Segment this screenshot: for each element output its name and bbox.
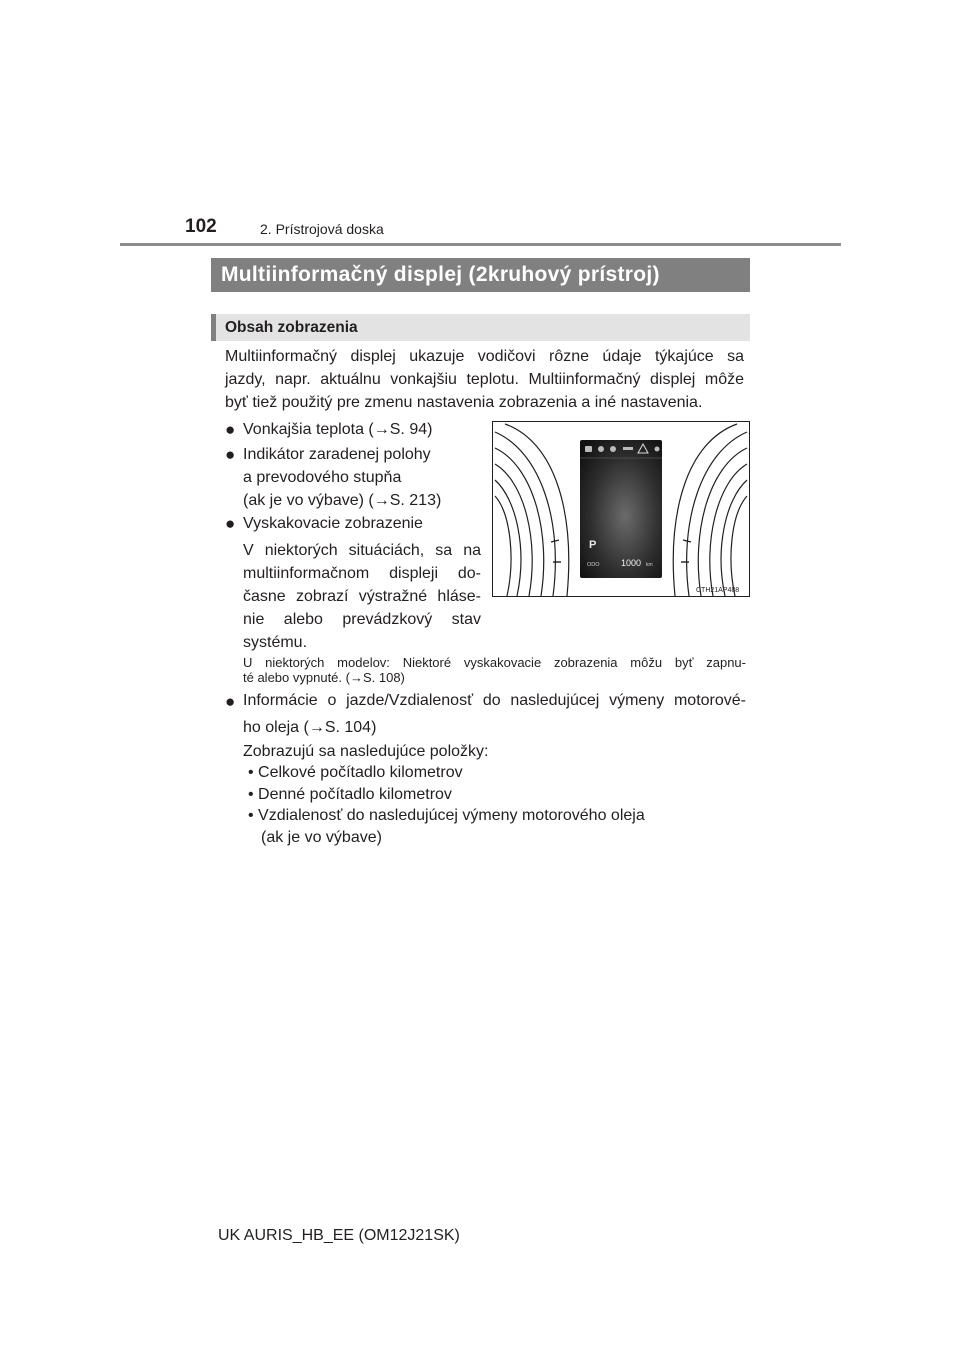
cluster-illustration <box>492 421 750 597</box>
bullet-text: Informácie o jazde/Vzdialenosť do nasledujúcej výmeny motorové- <box>243 692 746 709</box>
intro-paragraph <box>225 345 744 414</box>
footer-model: UK AURIS_HB_EE (OM12J21SK) <box>218 1227 460 1244</box>
banner-title: Multiinformačný displej (2kruhový prístroj) <box>211 258 750 292</box>
desc-line: multiinformačnom displeji do- <box>243 565 481 582</box>
bullet-text: (ak je vo výbave) (→S. 213) <box>243 492 442 509</box>
list-item: • Denné počítadlo kilometrov <box>248 786 452 803</box>
intro-line: byť tiež použitý pre zmenu nastavenia zobrazenia a iné nastavenia. <box>225 394 703 411</box>
note-line: té alebo vypnuté. (→S. 108) <box>243 670 405 685</box>
desc-line: systému. <box>243 634 308 651</box>
popup-description <box>243 539 481 654</box>
odo-label: ODO <box>587 562 600 568</box>
bullet-dot-icon: ● <box>225 514 236 533</box>
left-gauge-arcs <box>495 424 569 596</box>
bullet-text: Indikátor zaradenej polohy <box>243 446 431 463</box>
desc-line: nie alebo prevádzkový stav <box>243 611 481 628</box>
intro-line: jazdy, napr. aktuálnu vonkajšiu teplotu. Multiinformačný displej môže <box>225 371 744 388</box>
bullet-popup <box>225 512 423 535</box>
desc-line: V niektorých situáciách, sa na <box>243 542 481 559</box>
bullet-text: Vyskakovacie zobrazenie <box>243 515 423 532</box>
drive-info-intro: Zobrazujú sa nasledujúce položky: <box>243 743 489 760</box>
header-rule <box>120 243 841 246</box>
note-line: U niektorých modelov: Niektoré vyskakovacie zobrazenia môžu byť zapnu- <box>243 655 746 670</box>
bullet-text: Vonkajšia teplota (→S. 94) <box>243 421 433 438</box>
bullet-text: a prevodového stupňa <box>243 469 402 486</box>
bullet-dot-icon: ● <box>225 692 236 711</box>
bullet-drive-info <box>225 690 746 739</box>
list-item: • Vzdialenosť do nasledujúcej výmeny motorového oleja <box>248 807 645 824</box>
figure-code: CTH21AP488 <box>696 587 740 594</box>
odo-value: 1000 <box>621 558 642 568</box>
bullet-outside-temp <box>225 418 433 441</box>
section-title: 2. Prístrojová doska <box>260 221 384 237</box>
gear-position-label: P <box>589 539 597 551</box>
bullet-dot-icon: ● <box>225 445 236 464</box>
desc-line: časne zobrazí výstražné hláse- <box>243 588 481 605</box>
intro-line: Multiinformačný displej ukazuje vodičovi rôzne údaje týkajúce sa <box>225 348 744 365</box>
list-item: • Celkové počítadlo kilometrov <box>248 764 463 781</box>
right-gauge-arcs <box>673 424 747 596</box>
bullet-dot-icon: ● <box>225 420 236 439</box>
bullet-text: ho oleja (→S. 104) <box>243 719 377 736</box>
bullet-gear-indicator <box>225 443 442 512</box>
list-item: (ak je vo výbave) <box>261 829 382 846</box>
subheading: Obsah zobrazenia <box>211 314 750 341</box>
small-note <box>243 655 746 685</box>
page-number: 102 <box>185 216 217 237</box>
odo-unit: km <box>646 562 653 568</box>
